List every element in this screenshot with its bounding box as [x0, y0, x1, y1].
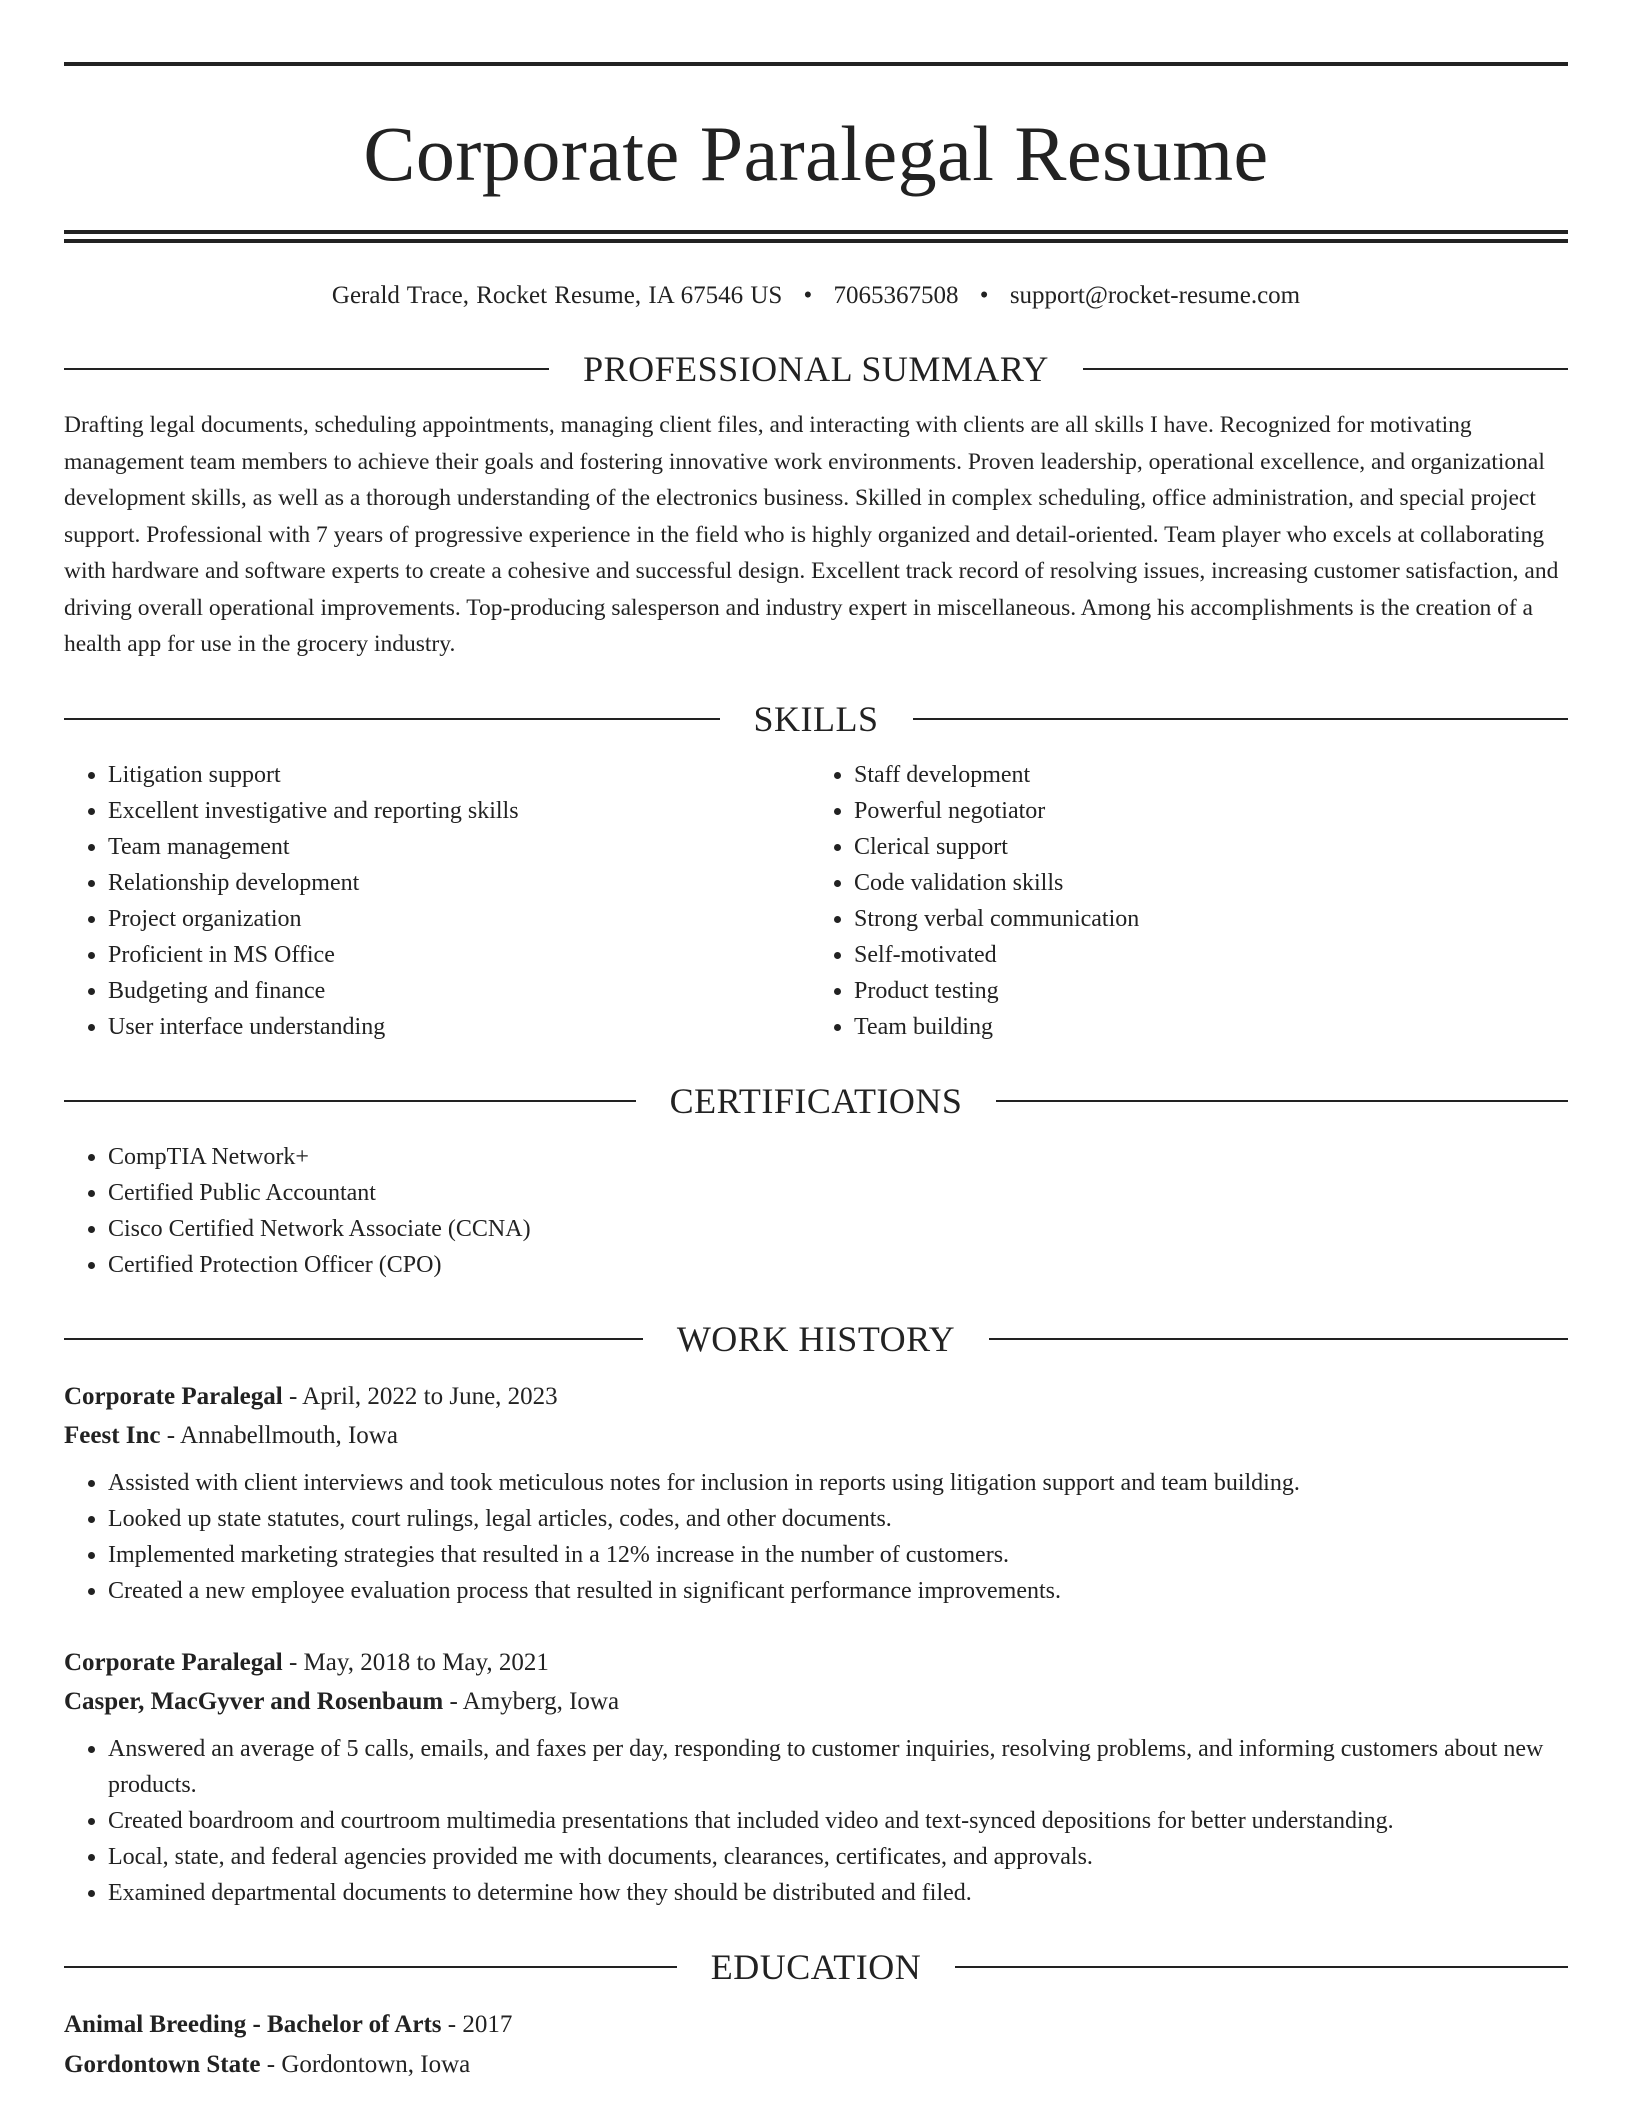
skill-item: • Staff development	[854, 757, 1568, 793]
section-header-summary	[64, 347, 1568, 391]
job-company-line	[64, 1682, 1568, 1721]
certification-item: • Certified Public Accountant	[108, 1175, 1568, 1211]
certification-item: • CompTIA Network+	[108, 1139, 1568, 1175]
section-title: WORK HISTORY	[676, 1318, 956, 1359]
job-duty: • Looked up state statutes, court rulings, legal articles, codes, and other documents.	[108, 1501, 1568, 1537]
job-duty: • Answered an average of 5 calls, emails, and faxes per day, responding to customer inquiries, resolving problems, and informing customers about new products.	[108, 1731, 1568, 1803]
job-entry	[64, 1643, 1568, 1911]
skill-item: • Code validation skills	[854, 865, 1568, 901]
contact-separator: •	[979, 282, 989, 309]
skill-item: • Litigation support	[108, 757, 811, 793]
job-duty: • Implemented marketing strategies that resulted in a 12% increase in the number of customers.	[108, 1537, 1568, 1573]
skill-item: • Proficient in MS Office	[108, 937, 811, 973]
job-entry	[64, 1377, 1568, 1609]
contact-phone: 7065367508	[833, 282, 959, 309]
education-location: - Gordontown, Iowa	[260, 2050, 471, 2078]
skills-column-right	[811, 757, 1568, 1045]
certification-item: • Cisco Certified Network Associate (CCNA)	[108, 1211, 1568, 1247]
divider	[64, 718, 720, 720]
divider	[989, 1338, 1568, 1340]
job-location: - Amyberg, Iowa	[443, 1687, 620, 1715]
job-company: Casper, MacGyver and Rosenbaum	[64, 1687, 444, 1715]
contact-line	[64, 279, 1568, 313]
job-title-line	[64, 1377, 1568, 1416]
section-title: EDUCATION	[710, 1946, 922, 1987]
education-degree: Animal Breeding - Bachelor of Arts	[64, 2010, 442, 2038]
skill-item: • Team building	[854, 1009, 1568, 1045]
job-duty: • Examined departmental documents to determine how they should be distributed and filed.	[108, 1875, 1568, 1911]
divider	[64, 1100, 636, 1102]
section-header-work-history	[64, 1317, 1568, 1361]
divider	[955, 1966, 1568, 1968]
skill-item: • Clerical support	[854, 829, 1568, 865]
contact-separator: •	[803, 282, 813, 309]
divider	[913, 718, 1569, 720]
skill-item: • Team management	[108, 829, 811, 865]
job-company: Feest Inc	[64, 1421, 161, 1449]
skill-item: • Self-motivated	[854, 937, 1568, 973]
certification-item: • Certified Protection Officer (CPO)	[108, 1247, 1568, 1283]
page-title: Corporate Paralegal Resume	[363, 110, 1269, 197]
job-duties	[64, 1731, 1568, 1911]
job-title: Corporate Paralegal	[64, 1648, 283, 1676]
summary-text: Drafting legal documents, scheduling appointments, managing client files, and interacting with clients are all skills I have. Recognized for motivating management team members to achieve their goals and fostering innovative work environments. Proven leadership, operational excellence, and organizational development skills, as well as a thorough understanding of the electronics business. Skilled in complex scheduling, office administration, and special project support. Professional with 7 years of progressive experience in the field who is highly organized and detail-oriented. Team player who excels at collaborating with hardware and software experts to create a cohesive and successful design. Excellent track record of resolving issues, increasing customer satisfaction, and driving overall operational improvements. Top-producing salesperson and industry expert in miscellaneous. Among his accomplishments is the creation of a health app for use in the grocery industry.	[64, 412, 1559, 657]
job-dates: - May, 2018 to May, 2021	[282, 1648, 549, 1676]
divider	[64, 1338, 643, 1340]
section-header-certifications	[64, 1079, 1568, 1123]
education-degree-line	[64, 2005, 1568, 2045]
skill-item: • Relationship development	[108, 865, 811, 901]
education-year: - 2017	[441, 2010, 513, 2038]
job-location: - Annabellmouth, Iowa	[160, 1421, 398, 1449]
job-title: Corporate Paralegal	[64, 1382, 283, 1410]
divider	[996, 1100, 1568, 1102]
section-header-skills	[64, 697, 1568, 741]
skill-item: • Budgeting and finance	[108, 973, 811, 1009]
divider	[1083, 368, 1568, 370]
skill-item: • Powerful negotiator	[854, 793, 1568, 829]
contact-email: support@rocket-resume.com	[1009, 282, 1301, 309]
top-rule	[64, 62, 1568, 66]
job-dates: - April, 2022 to June, 2023	[282, 1382, 558, 1410]
section-title: PROFESSIONAL SUMMARY	[583, 349, 1049, 389]
skills-columns	[64, 757, 1568, 1045]
section-title: SKILLS	[753, 698, 879, 739]
education-school-line	[64, 2045, 1568, 2085]
job-duty: • Created a new employee evaluation process that resulted in significant performance improvements.	[108, 1573, 1568, 1609]
divider	[64, 1966, 677, 1968]
certifications-list	[64, 1139, 1568, 1283]
section-header-education	[64, 1945, 1568, 1989]
skill-item: • User interface understanding	[108, 1009, 811, 1045]
skills-column-left	[64, 757, 811, 1045]
job-title-line	[64, 1643, 1568, 1682]
job-duties	[64, 1465, 1568, 1609]
title-double-rule	[64, 230, 1568, 243]
job-duty: • Local, state, and federal agencies provided me with documents, clearances, certificates, and approvals.	[108, 1839, 1568, 1875]
job-duty: • Assisted with client interviews and took meticulous notes for inclusion in reports using litigation support and team building.	[108, 1465, 1568, 1501]
education-school: Gordontown State	[64, 2050, 261, 2078]
section-title: CERTIFICATIONS	[669, 1080, 963, 1121]
contact-address: Gerald Trace, Rocket Resume, IA 67546 US	[331, 282, 783, 309]
skill-item: • Product testing	[854, 973, 1568, 1009]
job-duty: • Created boardroom and courtroom multimedia presentations that included video and text-synced depositions for better understanding.	[108, 1803, 1568, 1839]
skill-item: • Project organization	[108, 901, 811, 937]
skill-item: • Excellent investigative and reporting skills	[108, 793, 811, 829]
skill-item: • Strong verbal communication	[854, 901, 1568, 937]
divider	[64, 368, 549, 370]
job-company-line	[64, 1416, 1568, 1455]
